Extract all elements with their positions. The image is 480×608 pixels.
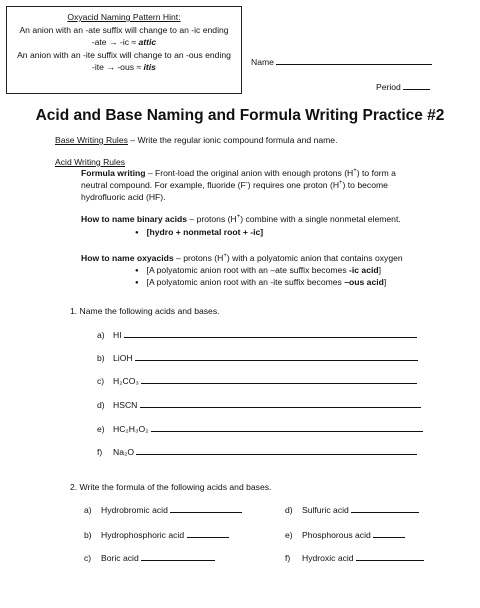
q1-item [97, 376, 417, 386]
answer-blank[interactable] [135, 359, 418, 361]
hint-line-2: -ate → -ic ≈ attic [91, 37, 157, 48]
base-rules-label: Base Writing Rules [55, 135, 128, 145]
q2-item [285, 505, 419, 515]
q1-item-formula: HSCN [113, 400, 140, 410]
oxyacids-bullet-ite: ● [A polyatomic anion root with an -ite suffix becomes –ous acid] [135, 277, 386, 287]
q2-item [84, 553, 215, 563]
q1-item-letter: f) [97, 447, 103, 457]
q1-item-formula: LiOH [113, 353, 135, 363]
q1-item-letter: c) [97, 376, 105, 386]
formula-writing-line-2: neutral compound. For example, fluoride (F-) requires one proton (H+) to become [81, 180, 388, 190]
q2-item-name: Phosphorous acid [302, 530, 374, 540]
base-rules [55, 135, 337, 145]
q1-item-formula: HC₂H₃O₂ [113, 424, 151, 434]
hint-box [6, 6, 242, 94]
q1-item [97, 400, 421, 410]
name-blank[interactable] [276, 63, 432, 65]
q1-item [97, 353, 418, 363]
period-field[interactable] [376, 82, 430, 92]
q2-item-name: Hydroxic acid [302, 553, 356, 563]
oxyacids-bullet-ate: ● [A polyatomic anion root with an –ate suffix becomes -ic acid] [135, 265, 381, 275]
q2-item-letter: d) [285, 505, 293, 515]
hint-line-3: An anion with an -ite suffix will change to an -ous ending [17, 49, 231, 60]
q1-item-formula: HI [113, 330, 124, 340]
hint-line-4: -ite → -ous ≈ itis [92, 62, 156, 73]
q1-item-letter: b) [97, 353, 105, 363]
answer-blank[interactable] [141, 382, 417, 384]
page-title: Acid and Base Naming and Formula Writing Practice #2 [35, 107, 445, 124]
question-1-prompt: 1. Name the following acids and bases. [70, 306, 220, 316]
q2-item [285, 553, 424, 563]
answer-blank[interactable] [373, 536, 405, 538]
q2-item-name: Hydrobromic acid [101, 505, 171, 515]
name-label: Name [251, 57, 274, 67]
q2-item-name: Hydrophosphoric acid [101, 530, 187, 540]
q2-item [84, 530, 229, 540]
answer-blank[interactable] [140, 406, 421, 408]
formula-writing-line-1: Formula writing – Front-load the original anion with enough protons (H+) to form a [81, 168, 396, 178]
hint-title: Oxyacid Naming Pattern Hint: [67, 12, 181, 22]
acid-rules-label: Acid Writing Rules [55, 157, 126, 167]
q2-item-letter: e) [285, 530, 293, 540]
q1-item [97, 447, 417, 457]
q2-item-letter: b) [84, 530, 92, 540]
q1-item-letter: d) [97, 400, 105, 410]
hint-line-1: An anion with an -ate suffix will change to an -ic ending [19, 24, 229, 35]
q2-item-name: Boric acid [101, 553, 142, 563]
q2-item-name: Sulfuric acid [302, 505, 352, 515]
answer-blank[interactable] [136, 453, 417, 455]
q1-item-formula: Na₂O [113, 447, 137, 457]
oxyacids-rule: How to name oxyacids – protons (H+) with a polyatomic anion that contains oxygen [81, 253, 403, 263]
q2-item [285, 530, 405, 540]
q1-item-letter: a) [97, 330, 105, 340]
q2-item-letter: f) [285, 553, 291, 563]
answer-blank[interactable] [151, 430, 423, 432]
q1-item [97, 424, 423, 434]
answer-blank[interactable] [170, 511, 242, 513]
binary-acids-bullet: ● [hydro + nonmetal root + -ic] [135, 227, 263, 237]
answer-blank[interactable] [141, 559, 215, 561]
q2-item [84, 505, 242, 515]
answer-blank[interactable] [124, 336, 417, 338]
answer-blank[interactable] [356, 559, 424, 561]
binary-acids-rule: How to name binary acids – protons (H+) combine with a single nonmetal element. [81, 214, 401, 224]
formula-writing-line-3: hydrofluoric acid (HF). [81, 192, 166, 202]
question-2-prompt: 2. Write the formula of the following acids and bases. [70, 482, 272, 492]
q2-item-letter: c) [84, 553, 92, 563]
name-field[interactable] [251, 57, 432, 67]
q1-item [97, 330, 417, 340]
period-blank[interactable] [403, 88, 430, 90]
q2-item-letter: a) [84, 505, 92, 515]
answer-blank[interactable] [187, 536, 229, 538]
period-label: Period [376, 82, 401, 92]
answer-blank[interactable] [351, 511, 419, 513]
base-rules-text: – Write the regular ionic compound formula and name. [127, 135, 338, 145]
q1-item-letter: e) [97, 424, 105, 434]
q1-item-formula: H₂CO₃ [113, 376, 142, 386]
